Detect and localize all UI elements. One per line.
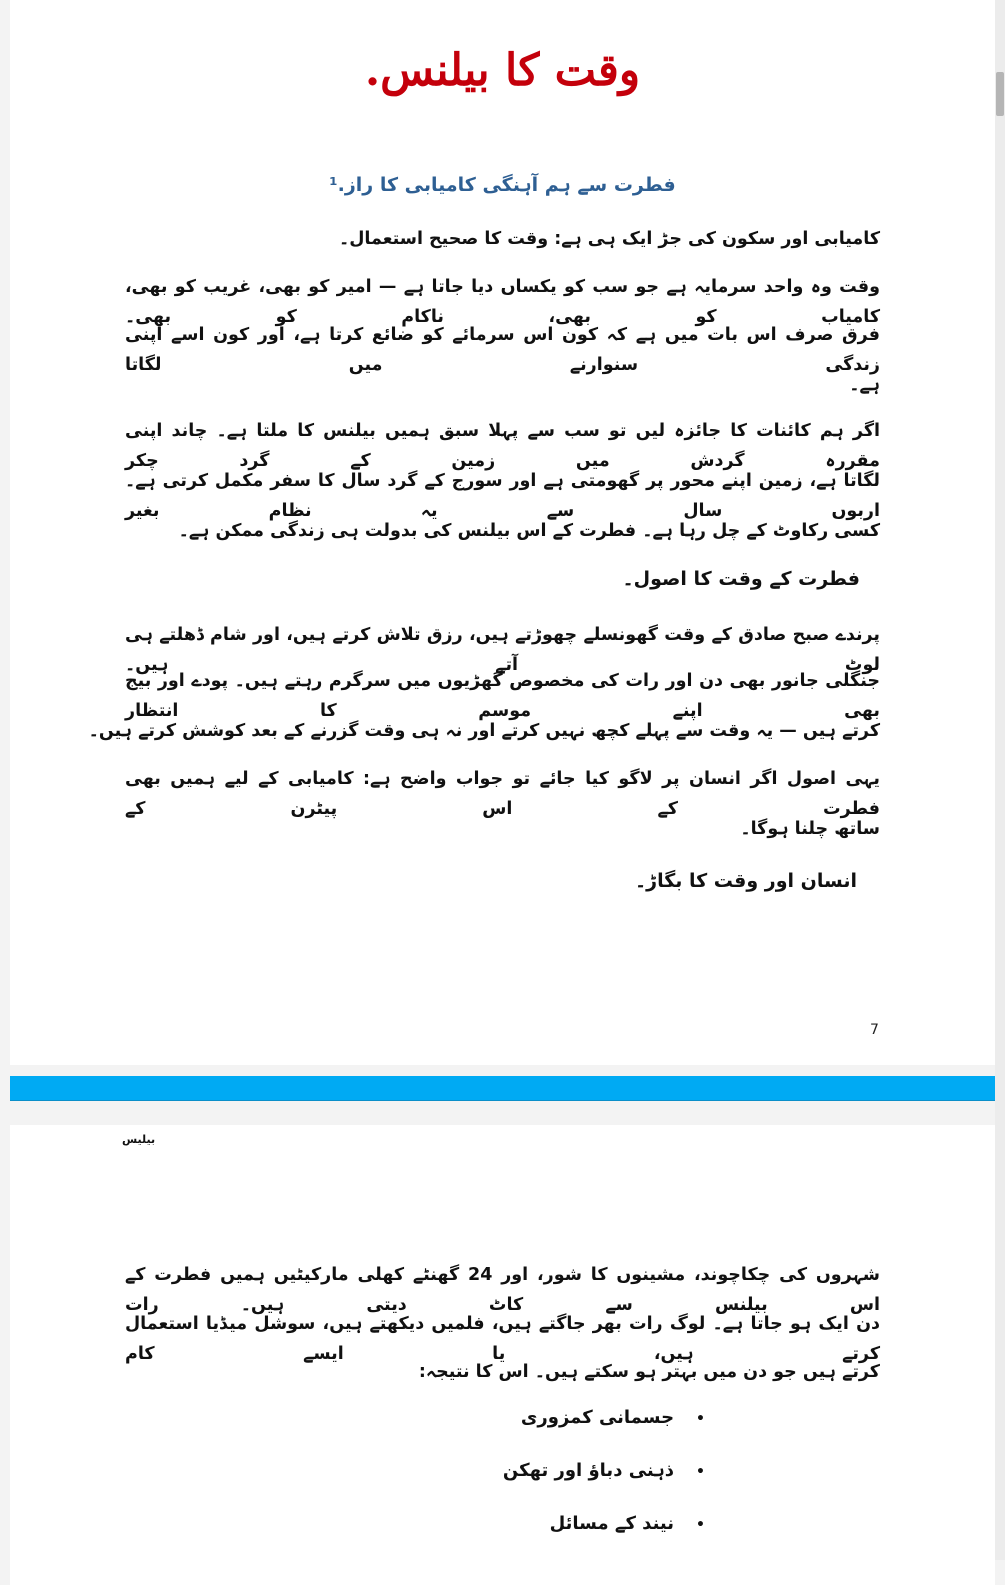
chapter-title: وقت کا بیلنس.	[364, 45, 641, 96]
vertical-scrollbar[interactable]	[995, 0, 1005, 1560]
paragraph-line: اگر ہم کائنات کا جائزہ لیں تو سب سے پہلا سبق ہمیں بیلنس کا ملتا ہے۔ چاند اپنی مقررہ گردش میں زمین کے گرد چکر	[125, 421, 880, 471]
document-page-8	[10, 1125, 995, 1585]
bullet-item: • ذہنی دباؤ اور تھکن	[503, 1460, 705, 1481]
document-page-7	[10, 0, 995, 1065]
paragraph-line: کرتے ہیں — یہ وقت سے پہلے کچھ نہیں کرتے اور نہ ہی وقت گزرنے کے بعد کوشش کرتے ہیں۔	[88, 721, 880, 741]
page-number: 7	[870, 1022, 879, 1038]
section-heading: فطرت کے وقت کا اصول۔	[622, 568, 860, 590]
paragraph-line: یہی اصول اگر انسان پر لاگو کیا جائے تو جواب واضح ہے: کامیابی کے لیے ہمیں بھی فطرت کے اس پیٹرن کے	[125, 769, 880, 819]
paragraph-line: شہروں کی چکاچوند، مشینوں کا شور، اور 24 گھنٹے کھلی مارکیٹیں ہمیں فطرت کے اس بیلنس سے کاٹ دیتی ہیں۔ رات	[125, 1265, 881, 1315]
paragraph-line: جنگلی جانور بھی دن اور رات کی مخصوص گھڑیوں میں سرگرم رہتے ہیں۔ پودے اور بیج بھی اپنے موسم کا انتظار	[125, 671, 880, 721]
paragraph-line: وقت وہ واحد سرمایہ ہے جو سب کو یکساں دیا جاتا ہے — امیر کو بھی، غریب کو بھی، کامیاب کو بھی، ناکام کو بھی۔	[125, 277, 880, 327]
scrollbar-thumb[interactable]	[996, 72, 1004, 116]
paragraph-line: ہے۔	[849, 375, 880, 395]
paragraph-line: کسی رکاوٹ کے چل رہا ہے۔ فطرت کے اس بیلنس کی بدولت ہی زندگی ممکن ہے۔	[178, 521, 880, 541]
bullet-item: • جسمانی کمزوری	[521, 1407, 705, 1428]
paragraph-line: کامیابی اور سکون کی جڑ ایک ہی ہے: وقت کا صحیح استعمال۔	[338, 229, 880, 249]
running-header: بیلیس	[122, 1133, 156, 1146]
bullet-item: • نیند کے مسائل	[550, 1513, 705, 1534]
paragraph-line: ساتھ چلنا ہوگا۔	[740, 819, 880, 839]
paragraph-line: پرندے صبح صادق کے وقت گھونسلے چھوڑتے ہیں، رزق تلاش کرتے ہیں، اور شام ڈھلتے ہی لوٹ آتے ہیں۔	[125, 625, 880, 675]
paragraph-line: دن ایک ہو جاتا ہے۔ لوگ رات بھر جاگتے ہیں، فلمیں دیکھتے ہیں، سوشل میڈیا استعمال کرتے ہیں، یا ایسے کام	[125, 1314, 880, 1364]
paragraph-line: لگاتا ہے، زمین اپنے محور پر گھومتی ہے اور سورج کے گرد سال کا سفر مکمل کرتی ہے۔ اربوں سال سے یہ نظام بغیر	[125, 471, 880, 521]
section-heading: انسان اور وقت کا بگاڑ۔	[635, 870, 857, 892]
section-subtitle: فطرت سے ہم آہنگی کامیابی کا راز.¹	[329, 174, 676, 196]
paragraph-line: فرق صرف اس بات میں ہے کہ کون اس سرمائے کو ضائع کرتا ہے، اور کون اسے اپنی زندگی سنوارنے میں لگاتا	[125, 325, 880, 375]
paragraph-line: کرتے ہیں جو دن میں بہتر ہو سکتے ہیں۔ اس کا نتیجہ:	[418, 1362, 880, 1382]
page-separator	[10, 1076, 995, 1101]
